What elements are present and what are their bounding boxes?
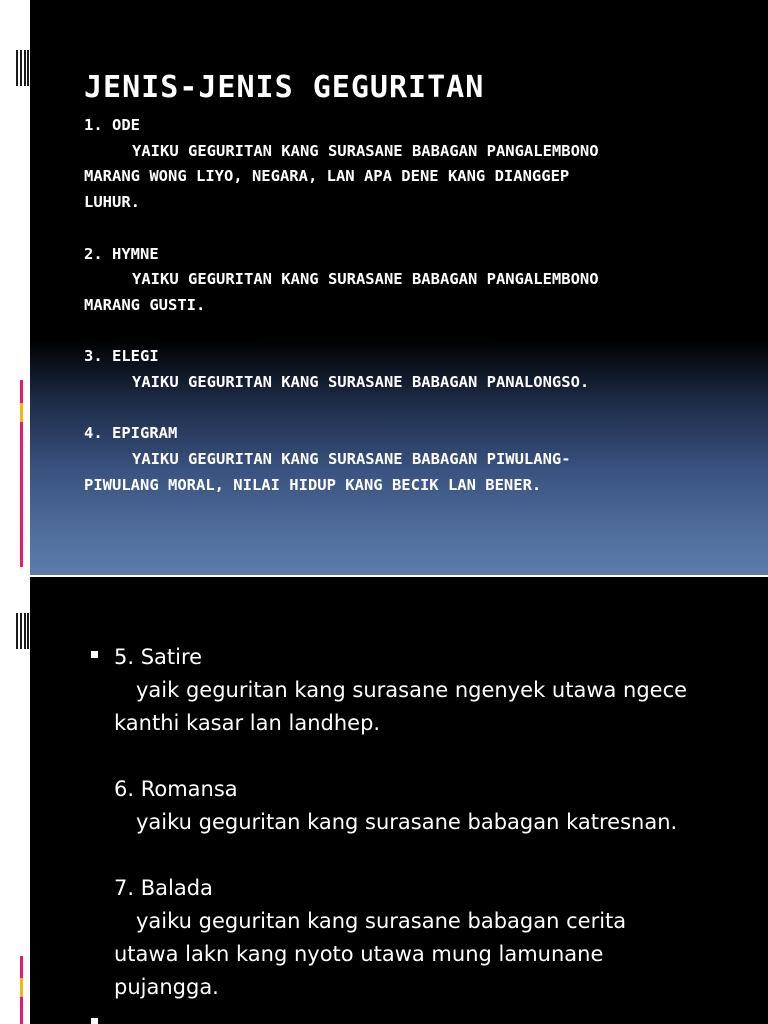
- list-item-text: YAIKU GEGURITAN KANG SURASANE BABAGAN PANGALEMBONO: [132, 141, 599, 160]
- list-item-heading: 2. HYMNE: [84, 244, 159, 263]
- accent-bar-yellow: [20, 978, 23, 997]
- list-item-text: LUHUR.: [84, 193, 140, 212]
- slide-body: [84, 113, 734, 499]
- list-item-text: yaiku geguritan kang surasane babagan cerita: [136, 909, 627, 933]
- bullet-icon: [91, 1018, 98, 1024]
- list-item-heading: 5. Satire: [114, 645, 203, 669]
- list-item-text: MARANG WONG LIYO, NEGARA, LAN APA DENE KANG DIANGGEP: [84, 167, 570, 186]
- accent-bar-yellow: [20, 403, 23, 422]
- slide-left-strip: [0, 0, 30, 575]
- bullet-icon: [91, 651, 98, 658]
- list-item-heading: 7. Balada: [114, 876, 213, 900]
- list-item-text: pujangga.: [114, 975, 219, 999]
- accent-bar-pink: [20, 380, 23, 403]
- slide-title: JENIS-JENIS GEGURITAN: [84, 70, 485, 105]
- list-item-heading: 1. ODE: [84, 116, 140, 134]
- slide-2: [0, 577, 768, 1024]
- list-item-text: yaiku geguritan kang surasane babagan katresnan.: [136, 810, 678, 834]
- list-item-heading: 6. Romansa: [114, 777, 238, 801]
- list-item-text: kanthi kasar lan landhep.: [114, 711, 381, 735]
- accent-bar-pink: [20, 422, 23, 567]
- list-item-heading: 4. EPIGRAM: [84, 424, 178, 443]
- list-item-text: YAIKU GEGURITAN KANG SURASANE BABAGAN PIWULANG-: [132, 450, 571, 469]
- list-item-text: utawa lakn kang nyoto utawa mung lamunane: [114, 942, 604, 966]
- list-item-text: YAIKU GEGURITAN KANG SURASANE BABAGAN PANALONGSO.: [132, 373, 590, 391]
- accent-bar-pink: [20, 956, 23, 978]
- list-item-text: MARANG GUSTI.: [84, 295, 206, 314]
- slide-left-strip: [0, 577, 30, 1024]
- accent-bar-pink: [20, 997, 23, 1024]
- decorative-stripes: [16, 50, 30, 86]
- slide-body: [114, 641, 734, 1004]
- decorative-stripes: [16, 613, 30, 649]
- list-item-text: yaik geguritan kang surasane ngenyek utawa ngece: [136, 678, 688, 702]
- list-item-heading: 3. ELEGI: [84, 347, 159, 366]
- list-item-text: YAIKU GEGURITAN KANG SURASANE BABAGAN PANGALEMBONO: [132, 270, 599, 289]
- list-item-text: PIWULANG MORAL, NILAI HIDUP KANG BECIK LAN BENER.: [84, 475, 542, 494]
